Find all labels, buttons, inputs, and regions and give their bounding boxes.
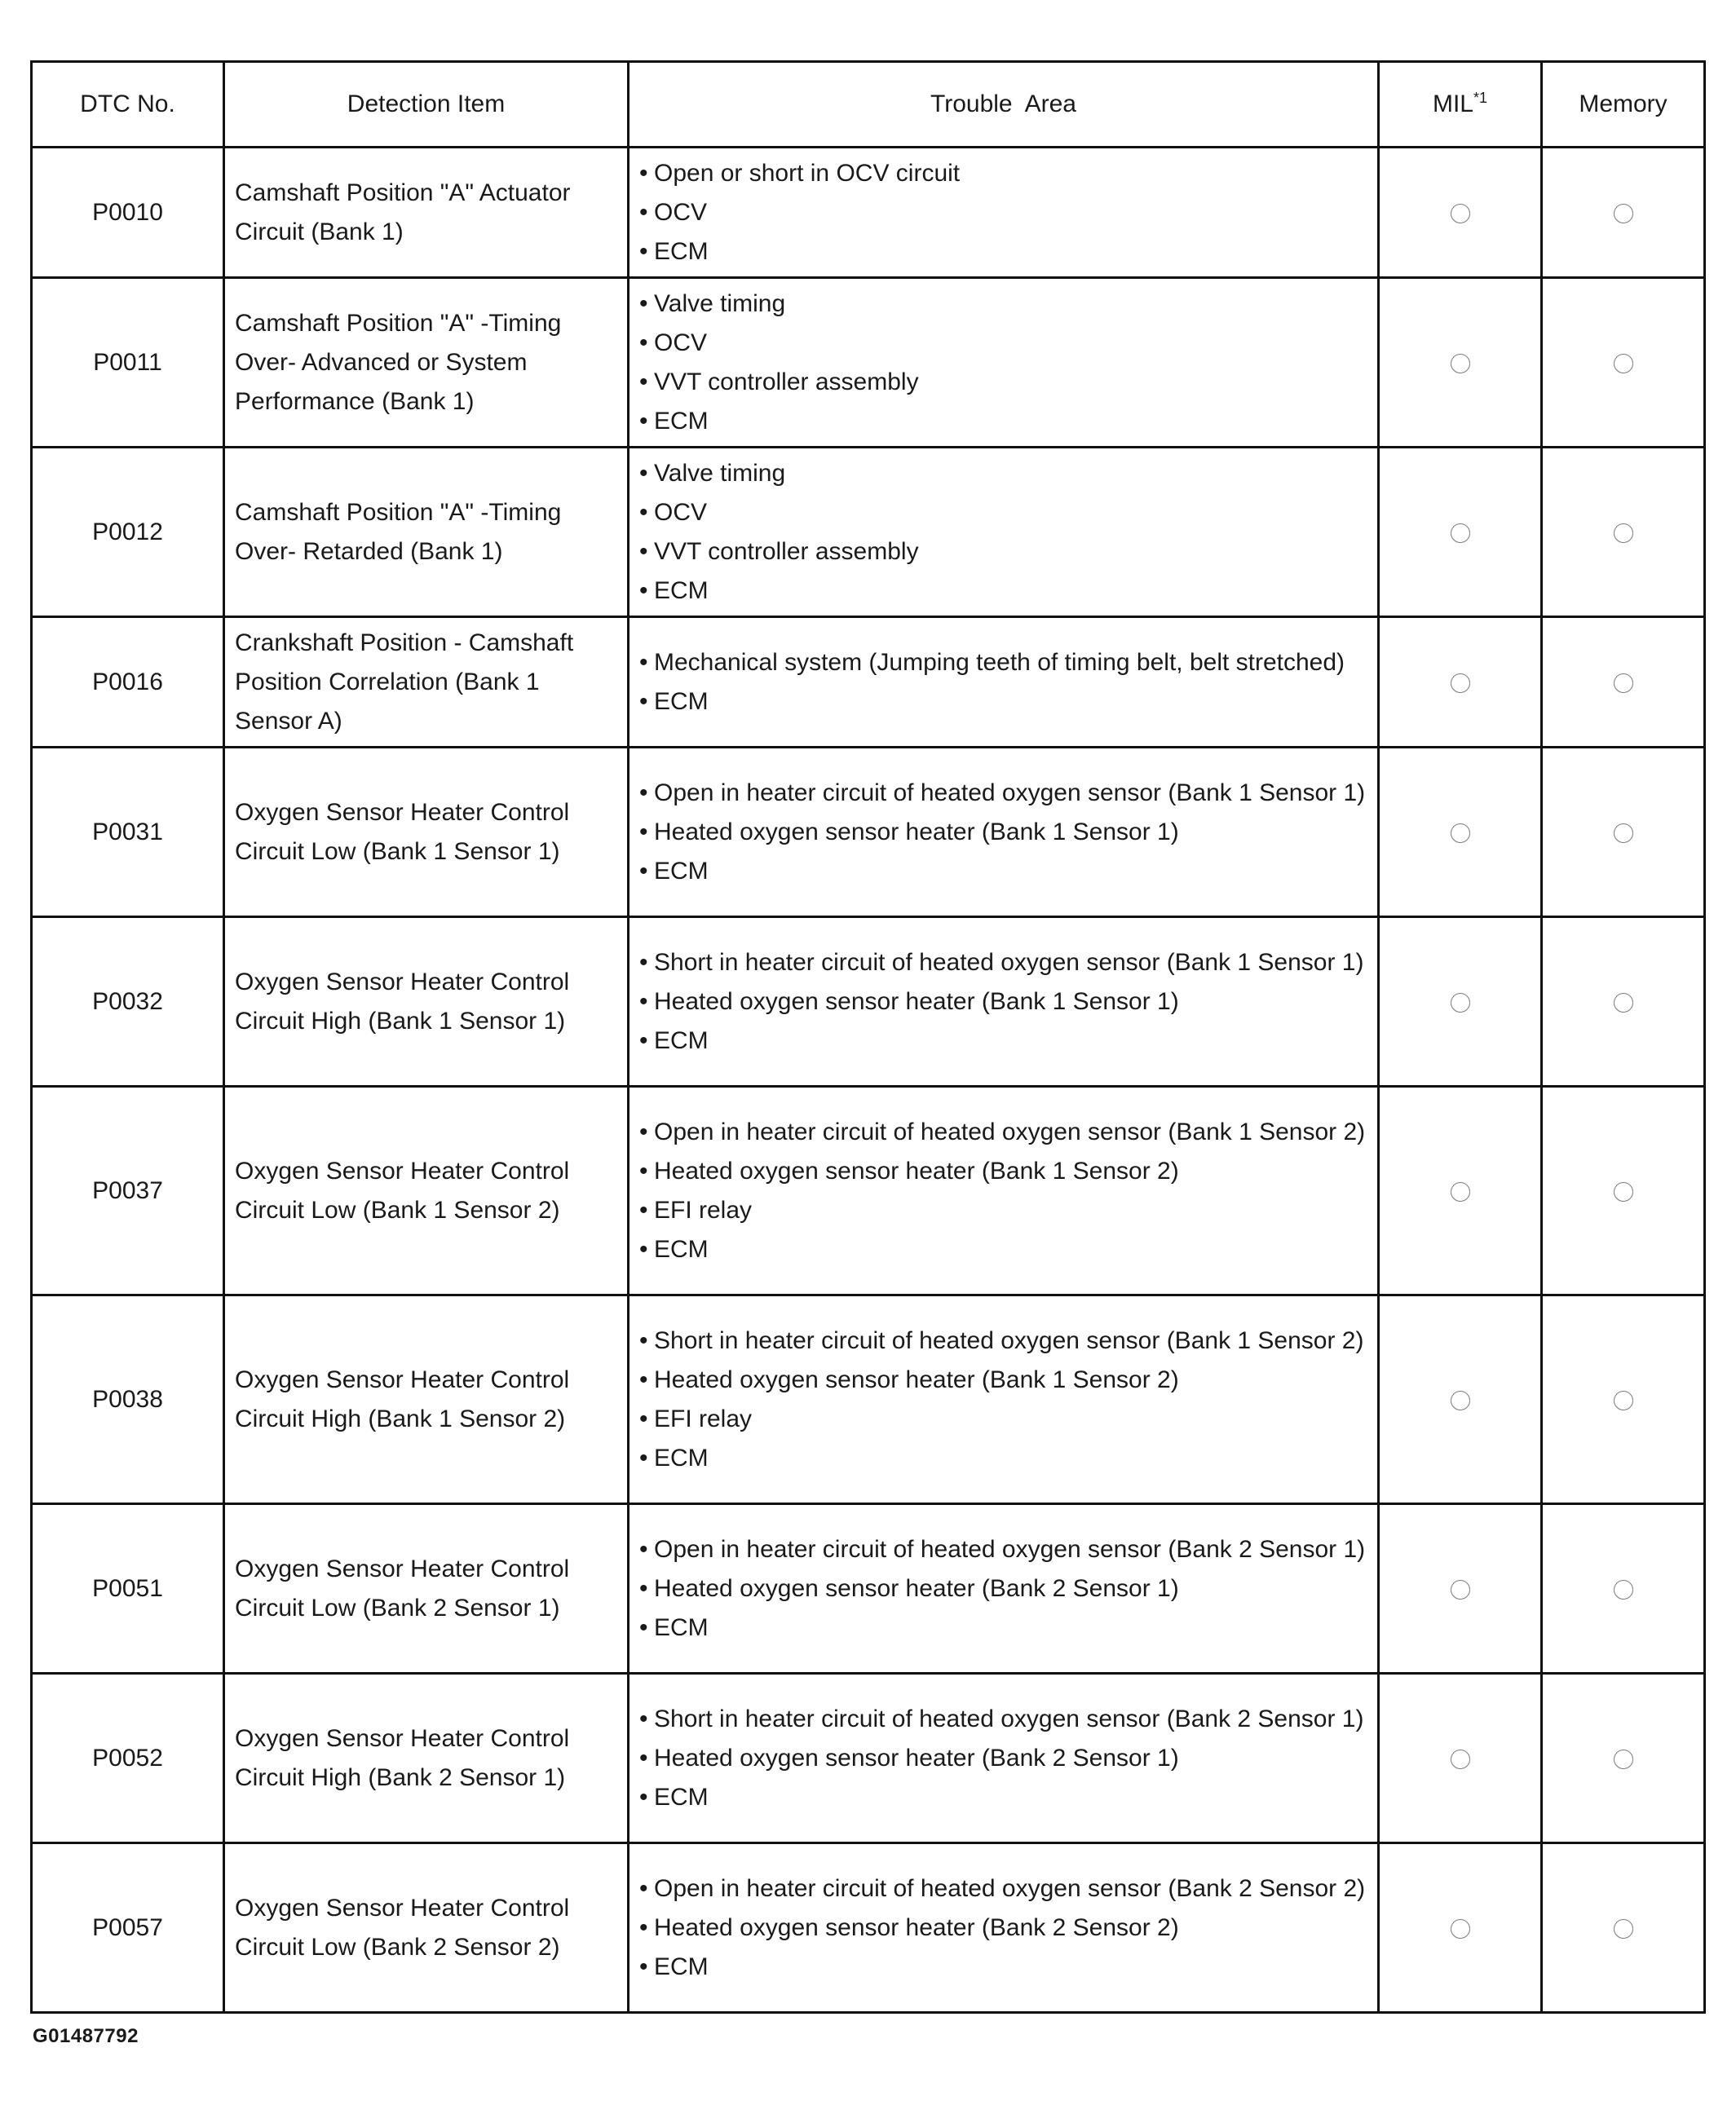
open-circle-icon <box>1451 1580 1470 1600</box>
list-item: • VVT controller assembly <box>639 532 1369 571</box>
list-item: • Open in heater circuit of heated oxygen sensor (Bank 1 Sensor 1) <box>639 774 1369 813</box>
open-circle-icon <box>1614 354 1633 373</box>
mil-cell <box>1379 448 1542 617</box>
table-row <box>32 448 1705 617</box>
open-circle-icon <box>1614 1580 1633 1600</box>
memory-cell <box>1542 1504 1705 1674</box>
table-row <box>32 1843 1705 2013</box>
header-mil-footnote: *1 <box>1473 90 1488 106</box>
trouble-area-cell <box>629 1843 1379 2013</box>
memory-cell <box>1542 278 1705 448</box>
dtc-code-cell: P0052 <box>32 1674 224 1843</box>
open-circle-icon <box>1451 993 1470 1013</box>
trouble-area-list <box>639 774 1369 891</box>
trouble-area-cell <box>629 448 1379 617</box>
dtc-code-cell: P0037 <box>32 1087 224 1295</box>
open-circle-icon <box>1614 1919 1633 1939</box>
list-item: • ECM <box>639 1778 1369 1817</box>
detection-item-cell: Camshaft Position "A" -Timing Over- Retarded (Bank 1) <box>224 448 629 617</box>
trouble-area-cell <box>629 148 1379 278</box>
memory-cell <box>1542 1843 1705 2013</box>
list-item: • ECM <box>639 682 1369 722</box>
memory-cell <box>1542 1087 1705 1295</box>
list-item: • Open in heater circuit of heated oxygen sensor (Bank 1 Sensor 2) <box>639 1113 1369 1152</box>
open-circle-icon <box>1451 1182 1470 1202</box>
memory-cell <box>1542 617 1705 748</box>
trouble-area-list <box>639 943 1369 1061</box>
trouble-area-cell <box>629 278 1379 448</box>
dtc-code-cell: P0031 <box>32 748 224 917</box>
table-row <box>32 1295 1705 1504</box>
trouble-area-list <box>639 1113 1369 1269</box>
dtc-code-cell: P0010 <box>32 148 224 278</box>
dtc-table <box>30 60 1706 2014</box>
list-item: • ECM <box>639 1439 1369 1478</box>
open-circle-icon <box>1451 1919 1470 1939</box>
trouble-area-cell <box>629 1087 1379 1295</box>
trouble-area-cell <box>629 617 1379 748</box>
detection-item-cell: Oxygen Sensor Heater Control Circuit High (Bank 2 Sensor 1) <box>224 1674 629 1843</box>
open-circle-icon <box>1614 823 1633 843</box>
detection-item-cell: Oxygen Sensor Heater Control Circuit Low (Bank 2 Sensor 2) <box>224 1843 629 2013</box>
trouble-area-list <box>639 154 1369 271</box>
list-item: • Short in heater circuit of heated oxygen sensor (Bank 1 Sensor 2) <box>639 1322 1369 1361</box>
dtc-code-cell: P0011 <box>32 278 224 448</box>
table-body <box>32 148 1705 2013</box>
mil-cell <box>1379 278 1542 448</box>
open-circle-icon <box>1451 354 1470 373</box>
mil-cell <box>1379 1674 1542 1843</box>
open-circle-icon <box>1614 1750 1633 1769</box>
table-row <box>32 917 1705 1087</box>
memory-cell <box>1542 1295 1705 1504</box>
open-circle-icon <box>1451 523 1470 543</box>
list-item: • Valve timing <box>639 454 1369 493</box>
header-dtc-no: DTC No. <box>32 62 224 148</box>
list-item: • OCV <box>639 324 1369 363</box>
open-circle-icon <box>1451 204 1470 223</box>
list-item: • ECM <box>639 402 1369 441</box>
open-circle-icon <box>1614 673 1633 693</box>
list-item: • EFI relay <box>639 1191 1369 1230</box>
trouble-area-list <box>639 285 1369 441</box>
mil-cell <box>1379 617 1542 748</box>
trouble-area-cell <box>629 1504 1379 1674</box>
table-row <box>32 748 1705 917</box>
header-mil-label: MIL <box>1432 90 1473 117</box>
trouble-area-cell <box>629 748 1379 917</box>
open-circle-icon <box>1451 823 1470 843</box>
dtc-code-cell: P0032 <box>32 917 224 1087</box>
list-item: • Heated oxygen sensor heater (Bank 1 Sensor 2) <box>639 1361 1369 1400</box>
header-memory: Memory <box>1542 62 1705 148</box>
table-header-row <box>32 62 1705 148</box>
mil-cell <box>1379 917 1542 1087</box>
table-row <box>32 1674 1705 1843</box>
trouble-area-list <box>639 454 1369 611</box>
list-item: • ECM <box>639 852 1369 891</box>
list-item: • ECM <box>639 1022 1369 1061</box>
list-item: • Short in heater circuit of heated oxygen sensor (Bank 1 Sensor 1) <box>639 943 1369 982</box>
list-item: • EFI relay <box>639 1400 1369 1439</box>
mil-cell <box>1379 148 1542 278</box>
dtc-chart-sheet <box>30 60 1703 2014</box>
list-item: • OCV <box>639 493 1369 532</box>
dtc-code-cell: P0012 <box>32 448 224 617</box>
list-item: • Open or short in OCV circuit <box>639 154 1369 193</box>
open-circle-icon <box>1614 1182 1633 1202</box>
list-item: • Short in heater circuit of heated oxygen sensor (Bank 2 Sensor 1) <box>639 1700 1369 1739</box>
open-circle-icon <box>1451 1750 1470 1769</box>
header-trouble-area: Trouble Area <box>629 62 1379 148</box>
list-item: • OCV <box>639 193 1369 232</box>
detection-item-cell: Camshaft Position "A" Actuator Circuit (Bank 1) <box>224 148 629 278</box>
detection-item-cell: Oxygen Sensor Heater Control Circuit High (Bank 1 Sensor 1) <box>224 917 629 1087</box>
trouble-area-list <box>639 643 1369 722</box>
detection-item-cell: Crankshaft Position - Camshaft Position Correlation (Bank 1 Sensor A) <box>224 617 629 748</box>
table-row <box>32 148 1705 278</box>
memory-cell <box>1542 1674 1705 1843</box>
list-item: • Valve timing <box>639 285 1369 324</box>
list-item: • Heated oxygen sensor heater (Bank 2 Sensor 2) <box>639 1909 1369 1948</box>
table-row <box>32 278 1705 448</box>
list-item: • ECM <box>639 1609 1369 1648</box>
trouble-area-list <box>639 1700 1369 1817</box>
detection-item-cell: Camshaft Position "A" -Timing Over- Advanced or System Performance (Bank 1) <box>224 278 629 448</box>
trouble-area-cell <box>629 1674 1379 1843</box>
list-item: • Heated oxygen sensor heater (Bank 2 Sensor 1) <box>639 1569 1369 1609</box>
dtc-code-cell: P0057 <box>32 1843 224 2013</box>
dtc-code-cell: P0038 <box>32 1295 224 1504</box>
list-item: • Heated oxygen sensor heater (Bank 2 Sensor 1) <box>639 1739 1369 1778</box>
memory-cell <box>1542 148 1705 278</box>
list-item: • ECM <box>639 232 1369 271</box>
trouble-area-cell <box>629 917 1379 1087</box>
table-row <box>32 1504 1705 1674</box>
open-circle-icon <box>1614 523 1633 543</box>
list-item: • ECM <box>639 1948 1369 1987</box>
list-item: • Heated oxygen sensor heater (Bank 1 Sensor 1) <box>639 813 1369 852</box>
trouble-area-list <box>639 1869 1369 1987</box>
dtc-code-cell: P0016 <box>32 617 224 748</box>
mil-cell <box>1379 748 1542 917</box>
memory-cell <box>1542 917 1705 1087</box>
open-circle-icon <box>1451 673 1470 693</box>
table-row <box>32 1087 1705 1295</box>
open-circle-icon <box>1451 1391 1470 1410</box>
header-mil <box>1379 62 1542 148</box>
table-row <box>32 617 1705 748</box>
list-item: • ECM <box>639 1230 1369 1269</box>
memory-cell <box>1542 448 1705 617</box>
detection-item-cell: Oxygen Sensor Heater Control Circuit Low (Bank 1 Sensor 2) <box>224 1087 629 1295</box>
list-item: • ECM <box>639 571 1369 611</box>
open-circle-icon <box>1614 204 1633 223</box>
trouble-area-list <box>639 1322 1369 1478</box>
figure-id: G01487792 <box>33 2025 139 2047</box>
list-item: • Open in heater circuit of heated oxygen sensor (Bank 2 Sensor 2) <box>639 1869 1369 1909</box>
detection-item-cell: Oxygen Sensor Heater Control Circuit Low (Bank 2 Sensor 1) <box>224 1504 629 1674</box>
open-circle-icon <box>1614 1391 1633 1410</box>
mil-cell <box>1379 1087 1542 1295</box>
mil-cell <box>1379 1295 1542 1504</box>
open-circle-icon <box>1614 993 1633 1013</box>
list-item: • Mechanical system (Jumping teeth of timing belt, belt stretched) <box>639 643 1369 682</box>
detection-item-cell: Oxygen Sensor Heater Control Circuit High (Bank 1 Sensor 2) <box>224 1295 629 1504</box>
detection-item-cell: Oxygen Sensor Heater Control Circuit Low (Bank 1 Sensor 1) <box>224 748 629 917</box>
trouble-area-cell <box>629 1295 1379 1504</box>
dtc-code-cell: P0051 <box>32 1504 224 1674</box>
list-item: • VVT controller assembly <box>639 363 1369 402</box>
memory-cell <box>1542 748 1705 917</box>
mil-cell <box>1379 1504 1542 1674</box>
mil-cell <box>1379 1843 1542 2013</box>
list-item: • Heated oxygen sensor heater (Bank 1 Sensor 2) <box>639 1152 1369 1191</box>
trouble-area-list <box>639 1530 1369 1648</box>
list-item: • Heated oxygen sensor heater (Bank 1 Sensor 1) <box>639 982 1369 1022</box>
header-detection-item: Detection Item <box>224 62 629 148</box>
list-item: • Open in heater circuit of heated oxygen sensor (Bank 2 Sensor 1) <box>639 1530 1369 1569</box>
